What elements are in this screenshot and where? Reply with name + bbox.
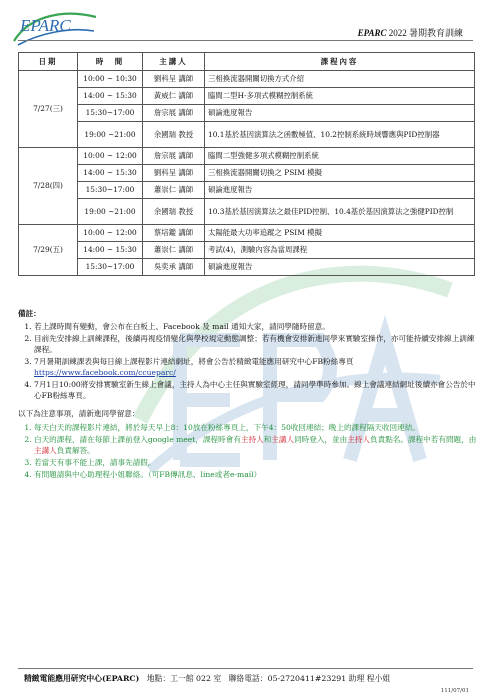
note-text: 目前先安排線上訓練課程，後續再視疫情變化與學校規定動態調整；若有機會安排新進同學來實驗室操作，亦可能持續安排線上訓練課程。: [34, 334, 475, 354]
time-cell: 14:00 ~ 15:30: [78, 242, 143, 259]
speaker-cell: 蕭崇仁 講師: [143, 242, 205, 259]
table-row: [19, 88, 475, 105]
table-row: [19, 71, 475, 88]
header-date: 日期: [19, 53, 78, 71]
table-row: [19, 148, 475, 165]
speaker-cell: 劉科呈 講師: [143, 165, 205, 182]
attention-text: 有問題請與中心助理程小姐聯絡。（可FB傳訊息、line或者e-mail）: [34, 470, 262, 479]
page-date: 111/07/01: [440, 688, 469, 694]
speaker-cell: 余國瑞 教授: [143, 122, 205, 148]
date-cell: 7/27(三): [19, 71, 78, 148]
attention-text: 同時登入，並由: [294, 435, 348, 444]
facebook-link[interactable]: https://www.facebook.com/ccueparc/: [34, 368, 176, 377]
content-cell: 臨間二型H-多項式模糊控制系統: [205, 88, 475, 105]
content-cell: 10.3基於基因演算法之最佳PID控制、10.4基於基因演算法之強健PID控制: [205, 199, 475, 225]
header-content: 課程內容: [205, 53, 475, 71]
time-cell: 14:00 ~ 15:30: [78, 165, 143, 182]
document-footer: [24, 673, 390, 684]
attention-section: [18, 408, 478, 481]
note-item: [34, 321, 478, 332]
content-cell: 太陽能最大功率追蹤之 PSIM 模擬: [205, 225, 475, 242]
header-speaker: 主講人: [143, 53, 205, 71]
time-cell: 10:00 ~ 12:00: [78, 148, 143, 165]
time-cell: 19:00 ~21:00: [78, 122, 143, 148]
content-cell: 碩論進度報告: [205, 182, 475, 199]
table-row: [19, 199, 475, 225]
time-cell: 15:30~17:00: [78, 259, 143, 276]
footer-address: 地點：工一館 022 室: [146, 674, 222, 683]
table-row: [19, 182, 475, 199]
schedule-table: [18, 52, 475, 276]
footer-phone: 聯絡電話：05-2720411#23291 助理 程小姐: [228, 674, 391, 683]
highlight-text: 主講人: [271, 435, 295, 444]
attention-item: [34, 434, 478, 456]
time-cell: 14:00 ~ 15:30: [78, 88, 143, 105]
note-text: 若上課時間有變動，會公布在白板上、Facebook 及 mail 通知大家，請同學隨時留意。: [34, 322, 330, 331]
speaker-cell: 蔡培鑑 講師: [143, 225, 205, 242]
time-cell: 10:00 ~ 12:00: [78, 225, 143, 242]
header-title: 2022 暑期教育訓練: [388, 28, 463, 38]
attention-text: 白天的課程，請在每節上課前登入google meet，課程時會有: [34, 435, 241, 444]
time-cell: 15:30~17:00: [78, 182, 143, 199]
table-row: [19, 165, 475, 182]
note-text: 7月1日10:00將安排實驗室新生線上會議，主持人為中心主任與實驗室經理，請同學準時參加。線上會議連結網址後續亦會公告於中心FB粉絲專頁。: [34, 380, 476, 400]
header-time: 時 間: [78, 53, 143, 71]
header-divider: [18, 40, 473, 41]
date-cell: 7/29(五): [19, 225, 78, 276]
table-row: [19, 105, 475, 122]
table-row: [19, 122, 475, 148]
speaker-cell: 黃威仁 講師: [143, 88, 205, 105]
content-cell: 三相換流器開關切換之 PSIM 模擬: [205, 165, 475, 182]
speaker-cell: 詹宗展 講師: [143, 148, 205, 165]
table-row: [19, 242, 475, 259]
time-cell: 15:30~17:00: [78, 105, 143, 122]
notes-list: [18, 321, 478, 401]
note-item: [34, 356, 478, 378]
speaker-cell: 余國瑞 教授: [143, 199, 205, 225]
speaker-cell: 詹宗展 講師: [143, 105, 205, 122]
attention-text: 每天白天的課程影片連結，將於每天早上8：10放在粉絲專頁上，下午4：50收回連結；晚上的課程隔天收回連結。: [34, 423, 420, 432]
attention-item: [34, 422, 478, 433]
content-cell: 碩論進度報告: [205, 259, 475, 276]
time-cell: 19:00 ~21:00: [78, 199, 143, 225]
content-cell: 10.1基於基因演算法之函數極值、10.2控制系統時域響應與PID控制器: [205, 122, 475, 148]
highlight-text: 主持人: [347, 435, 371, 444]
speaker-cell: 蕭崇仁 講師: [143, 182, 205, 199]
header-org: EPARC: [357, 28, 387, 38]
content-cell: 三相換流器開關切換方式介紹: [205, 71, 475, 88]
note-item: [34, 379, 478, 401]
notes-section: [18, 308, 478, 402]
table-row: [19, 225, 475, 242]
content-cell: 考試(4)，測驗內容為當周課程: [205, 242, 475, 259]
date-cell: 7/28(四): [19, 148, 78, 225]
attention-text: 負責點名。課程中若有問題，由: [370, 435, 477, 444]
note-item: [34, 333, 478, 355]
attention-intro: 以下為注意事項，請新進同學留意：: [18, 409, 140, 418]
highlight-text: 主講人: [34, 446, 57, 455]
document-header: [358, 26, 463, 39]
table-row: [19, 259, 475, 276]
speaker-cell: 吳奕承 講師: [143, 259, 205, 276]
time-cell: 10:00 ~ 10:30: [78, 71, 143, 88]
logo-text: EPARC: [20, 16, 71, 35]
attention-text: 負責解答。: [56, 446, 95, 455]
footer-divider: [18, 668, 473, 669]
content-cell: 碩論進度報告: [205, 105, 475, 122]
attention-item: [34, 469, 478, 480]
notes-title: 備註：: [18, 309, 41, 318]
attention-text: 若當天有事不能上課，請事先請假。: [34, 458, 156, 467]
attention-text: 和: [263, 435, 272, 444]
footer-org-name: 精緻電能應用研究中心(EPARC): [24, 674, 140, 683]
table-header-row: [19, 53, 475, 71]
highlight-text: 主持人: [240, 435, 264, 444]
note-text: 7月暑期訓練課表與每日線上課程影片連結網址，將會公告於精緻電能應用研究中心FB粉絲專頁: [34, 357, 354, 366]
content-cell: 臨間二型強健多項式模糊控制系統: [205, 148, 475, 165]
attention-list: [18, 422, 478, 480]
attention-item: [34, 457, 478, 468]
speaker-cell: 劉科呈 講師: [143, 71, 205, 88]
